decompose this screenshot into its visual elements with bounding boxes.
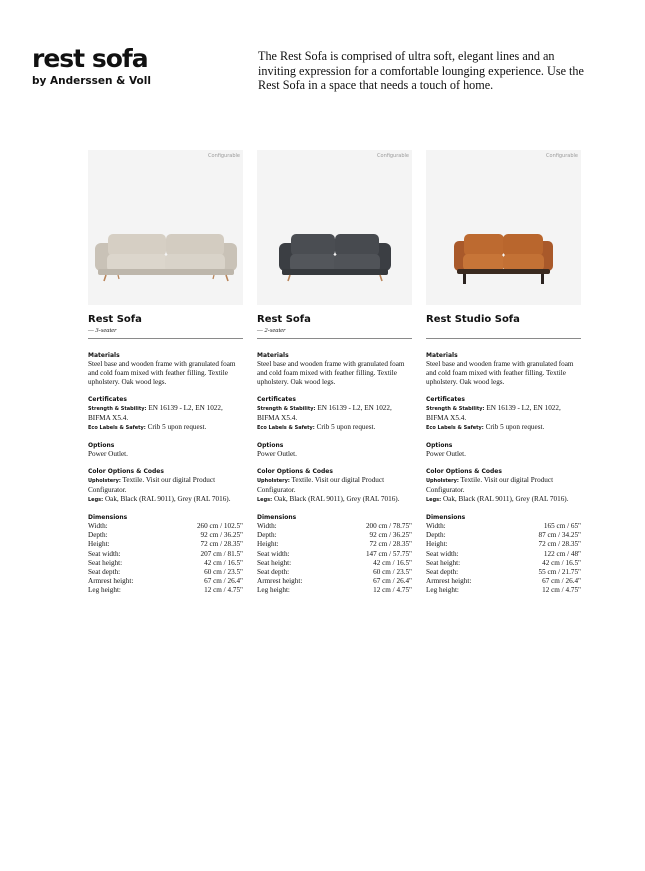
certificates-section [257, 395, 412, 433]
configurable-tag: Configurable [377, 153, 409, 159]
dimension-row: Leg height: 12 cm / 4.75" [88, 586, 243, 595]
product-column-3 [426, 150, 581, 604]
dimension-row: Width: 200 cm / 78.75" [257, 522, 412, 530]
dimension-row: Armrest height: 67 cm / 26.4" [257, 577, 412, 586]
certificates-heading: Certificates [88, 396, 127, 403]
cert-label: Eco Labels & Safety: [426, 425, 484, 431]
color-label: Upholstery: [88, 478, 121, 484]
product-subtitle [426, 326, 581, 335]
dimension-row: Height: 72 cm / 28.35" [426, 540, 581, 549]
cert-text: EN 16139 - L2, EN 1022, BIFMA X5.4. [426, 404, 561, 422]
cert-text: Crib 5 upon request. [316, 423, 376, 431]
options-section [257, 441, 412, 459]
color-text: Textile. Visit our digital Product Configurator. [88, 476, 216, 494]
dimension-row: Armrest height: 67 cm / 26.4" [88, 577, 243, 586]
dimension-row: Armrest height: 67 cm / 26.4" [426, 577, 581, 586]
color-text: Oak, Black (RAL 9011), Grey (RAL 7016). [104, 495, 231, 503]
cert-label: Strength & Stability: [88, 406, 147, 412]
dimension-row: Seat height: 42 cm / 16.5" [88, 558, 243, 567]
intro-text: The Rest Sofa is comprised of ultra soft, elegant lines and an inviting expression for a comfortable lounging experience. Use the Rest Sofa in a space that needs a touch of home. [258, 49, 584, 92]
dimension-row: Width: 260 cm / 102.5" [88, 522, 243, 530]
dimension-row: Depth: 92 cm / 36.25" [88, 531, 243, 540]
divider [257, 338, 412, 339]
dimensions-section [426, 513, 581, 596]
dimension-row: Width: 165 cm / 65" [426, 522, 581, 530]
cert-label: Eco Labels & Safety: [257, 425, 315, 431]
options-section [426, 441, 581, 459]
divider [88, 338, 243, 339]
color-label: Legs: [257, 497, 273, 503]
options-text: Power Outlet. [257, 450, 297, 458]
color-label: Upholstery: [426, 478, 459, 484]
materials-text: Steel base and wooden frame with granulated foam and cold foam mixed with feather filling. Textile upholstery. Oak wood legs. [257, 360, 405, 386]
dimension-row: Leg height: 12 cm / 4.75" [426, 586, 581, 595]
cert-label: Eco Labels & Safety: [88, 425, 146, 431]
product-name: Rest Sofa [88, 314, 142, 325]
color-section [88, 467, 243, 505]
materials-heading: Materials [88, 352, 120, 359]
designer-credit: by Anderssen & Voll [32, 75, 151, 87]
dimension-row: Height: 72 cm / 28.35" [257, 540, 412, 549]
materials-section [257, 351, 412, 387]
materials-heading: Materials [257, 352, 289, 359]
options-section [88, 441, 243, 459]
color-text: Oak, Black (RAL 9011), Grey (RAL 7016). [442, 495, 569, 503]
dimension-row: Leg height: 12 cm / 4.75" [257, 586, 412, 595]
divider [426, 338, 581, 339]
product-name: Rest Studio Sofa [426, 314, 520, 325]
dimension-row: Seat depth: 55 cm / 21.75" [426, 568, 581, 577]
dimensions-heading: Dimensions [88, 514, 128, 521]
materials-text: Steel base and wooden frame with granulated foam and cold foam mixed with feather filling. Textile upholstery. Oak wood legs. [88, 360, 236, 386]
color-text: Textile. Visit our digital Product Configurator. [257, 476, 385, 494]
dimension-row: Seat depth: 60 cm / 23.5" [257, 568, 412, 577]
options-text: Power Outlet. [426, 450, 466, 458]
materials-section [88, 351, 243, 387]
dimension-row: Seat height: 42 cm / 16.5" [257, 558, 412, 567]
sofa-2-seater-illustration [257, 150, 412, 305]
dimensions-section [257, 513, 412, 596]
dimension-row: Seat width: 122 cm / 48" [426, 549, 581, 558]
materials-text: Steel base and wooden frame with granulated foam and cold foam mixed with feather filling. Textile upholstery. Oak wood legs. [426, 360, 574, 386]
color-section [426, 467, 581, 505]
color-section [257, 467, 412, 505]
product-image-3 [426, 150, 581, 305]
product-image-1 [88, 150, 243, 305]
certificates-heading: Certificates [257, 396, 296, 403]
dimension-row: Seat depth: 60 cm / 23.5" [88, 568, 243, 577]
options-heading: Options [426, 442, 453, 449]
dimension-row: Depth: 87 cm / 34.25" [426, 531, 581, 540]
product-title: rest sofa [32, 44, 148, 73]
dimensions-section [88, 513, 243, 596]
materials-section [426, 351, 581, 387]
cert-label: Strength & Stability: [257, 406, 316, 412]
dimensions-heading: Dimensions [426, 514, 466, 521]
certificates-section [426, 395, 581, 433]
product-column-1 [88, 150, 243, 604]
dimension-row: Height: 72 cm / 28.35" [88, 540, 243, 549]
color-heading: Color Options & Codes [88, 468, 164, 475]
studio-sofa-illustration [426, 150, 581, 305]
brand-header [32, 44, 151, 88]
dimension-row: Depth: 92 cm / 36.25" [257, 531, 412, 540]
product-image-2 [257, 150, 412, 305]
color-label: Legs: [426, 497, 442, 503]
color-heading: Color Options & Codes [257, 468, 333, 475]
options-heading: Options [257, 442, 284, 449]
configurable-tag: Configurable [208, 153, 240, 159]
product-name: Rest Sofa [257, 314, 311, 325]
cert-text: EN 16139 - L2, EN 1022, BIFMA X5.4. [88, 404, 223, 422]
color-text: Textile. Visit our digital Product Configurator. [426, 476, 554, 494]
color-text: Oak, Black (RAL 9011), Grey (RAL 7016). [273, 495, 400, 503]
product-subtitle: — 2-seater [257, 327, 286, 334]
cert-label: Strength & Stability: [426, 406, 485, 412]
product-column-2 [257, 150, 412, 604]
materials-heading: Materials [426, 352, 458, 359]
certificates-heading: Certificates [426, 396, 465, 403]
options-text: Power Outlet. [88, 450, 128, 458]
dimension-row: Seat width: 147 cm / 57.75" [257, 549, 412, 558]
dimensions-heading: Dimensions [257, 514, 297, 521]
sofa-3-seater-illustration [88, 150, 243, 305]
color-heading: Color Options & Codes [426, 468, 502, 475]
cert-text: Crib 5 upon request. [147, 423, 207, 431]
color-label: Upholstery: [257, 478, 290, 484]
configurable-tag: Configurable [546, 153, 578, 159]
cert-text: EN 16139 - L2, EN 1022, BIFMA X5.4. [257, 404, 392, 422]
color-label: Legs: [88, 497, 104, 503]
dimension-row: Seat height: 42 cm / 16.5" [426, 558, 581, 567]
cert-text: Crib 5 upon request. [485, 423, 545, 431]
product-subtitle: — 3-seater [88, 327, 117, 334]
dimension-row: Seat width: 207 cm / 81.5" [88, 549, 243, 558]
certificates-section [88, 395, 243, 433]
options-heading: Options [88, 442, 115, 449]
